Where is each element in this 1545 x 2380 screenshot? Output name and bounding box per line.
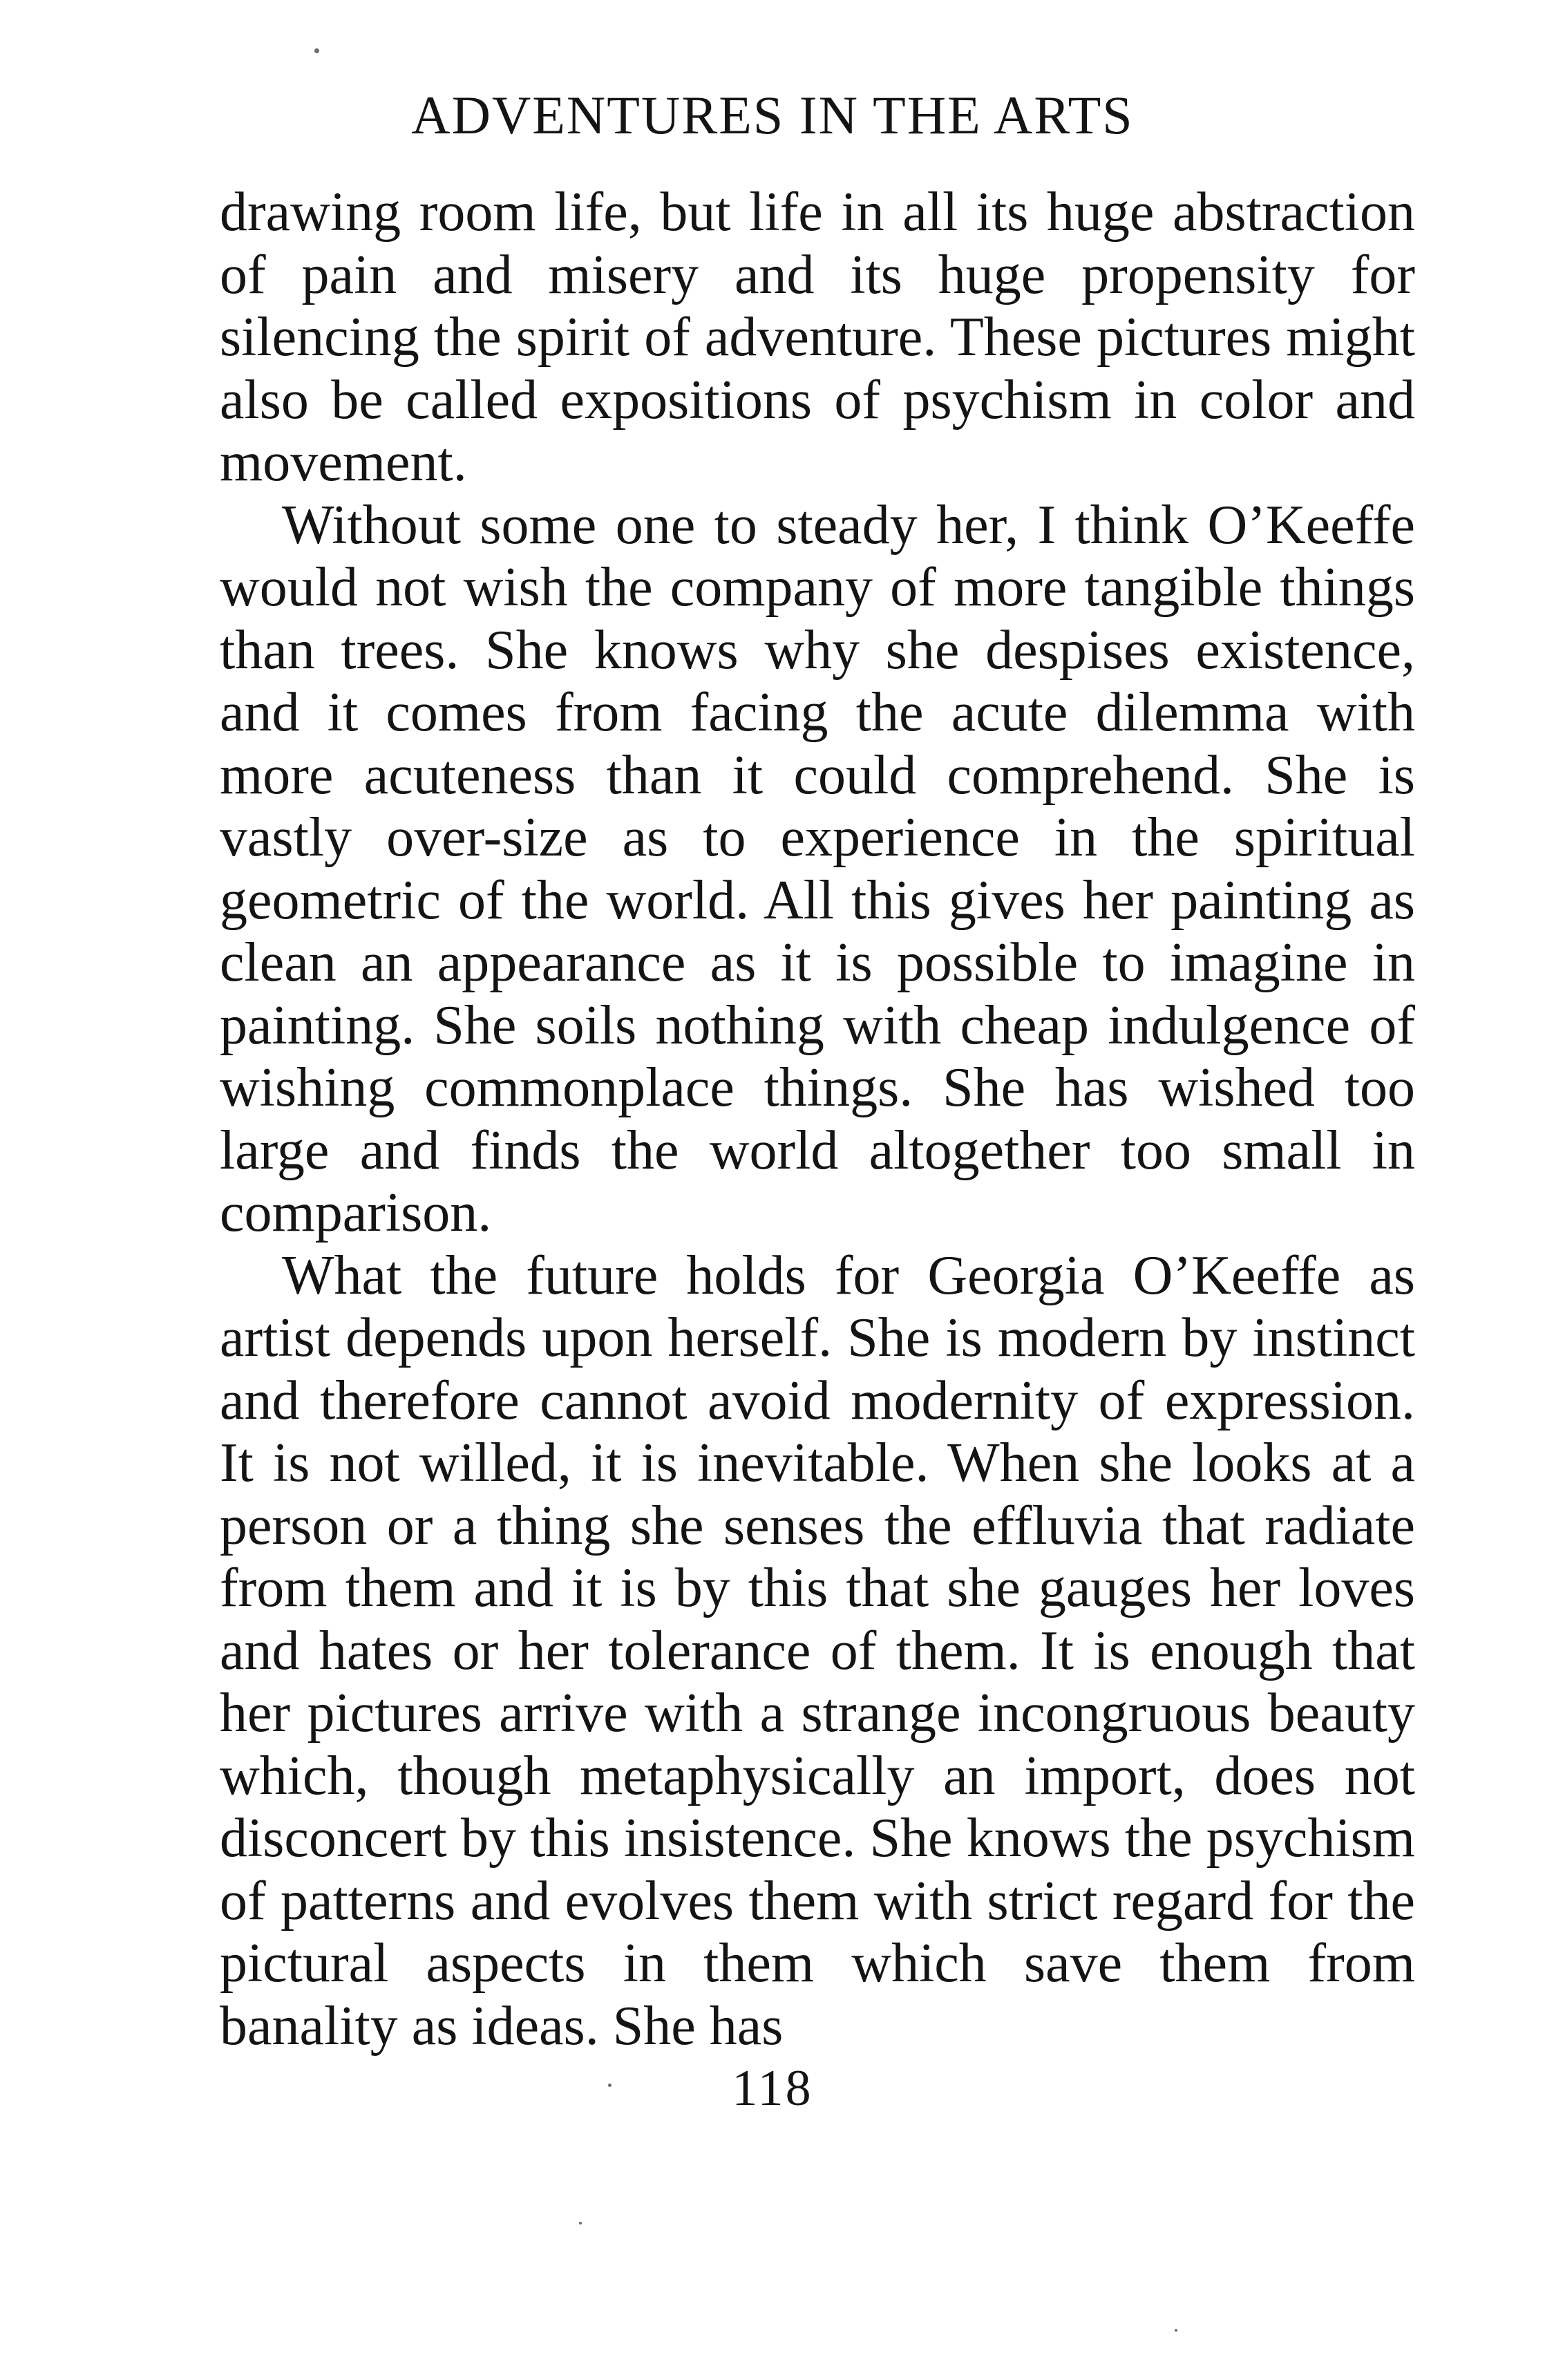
running-head: ADVENTURES IN THE ARTS (411, 85, 1134, 145)
scan-speck (608, 2084, 612, 2087)
scan-speck (579, 2222, 582, 2225)
page-number: 118 (732, 2060, 813, 2117)
paragraph-2: Without some one to steady her, I think O’Keeffe would not wish the company of more tangible things than trees. She knows why she despises existence, and it comes from facing the acute dilemma with more acuteness than it could comprehend. She is vastly over-size as to experience in the spiritual geometric of the world. All this gives her painting as clean an appearance as it is possible to imagine in painting. She soils nothing with cheap indulgence of wishing commonplace things. She has wished too large and finds the world altogether too small in comparison. (220, 494, 1415, 1243)
body-text (220, 181, 1415, 2057)
scan-speck (314, 48, 319, 53)
paragraph-1: drawing room life, but life in all its huge abstraction of pain and misery and its huge propensity for silencing the spirit of adventure. These pictures might also be called expositions of psychism in color and movement. (220, 182, 1415, 493)
paragraph-3: What the future holds for Georgia O’Keeffe as artist depends upon herself. She is modern by instinct and therefore cannot avoid modernity of expression. It is not willed, it is inevitable. When she looks at a person or a thing she senses the effluvia that radiate from them and it is by this that she gauges her loves and hates or her tolerance of them. It is enough that her pictures arrive with a strange incongruous beauty which, though metaphysically an import, does not disconcert by this insistence. She knows the psychism of patterns and evolves them with strict regard for the pictural aspects in them which save them from banality as ideas. She has (220, 1245, 1415, 2057)
scan-speck (1175, 2329, 1177, 2332)
